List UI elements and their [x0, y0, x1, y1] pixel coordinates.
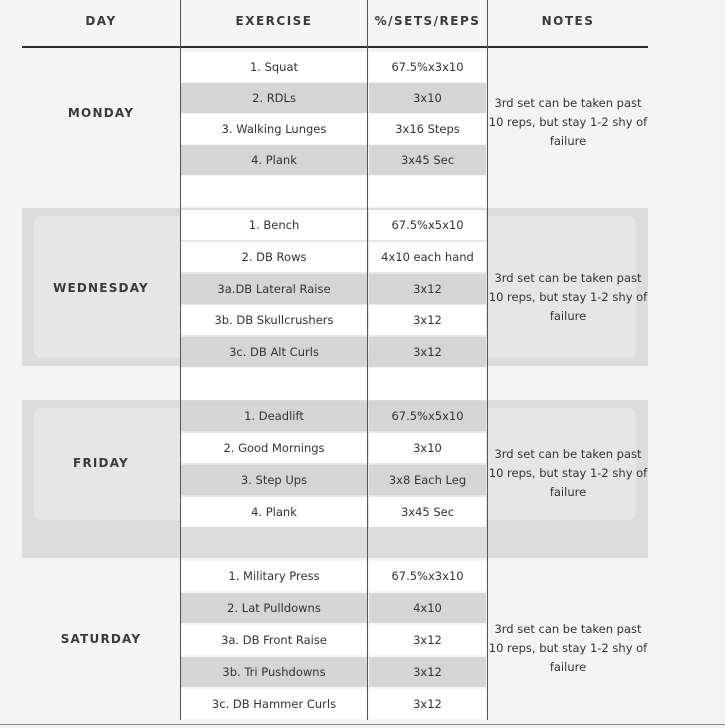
page-bottom-edge — [0, 724, 725, 725]
exercise-cell: 2. DB Rows — [181, 242, 367, 272]
sets-reps-cell: 3x12 — [369, 657, 486, 687]
sets-reps-cell: 3x45 Sec — [369, 145, 486, 175]
sets-reps-cell: 67.5%x5x10 — [369, 210, 486, 240]
sets-reps-cell: 3x12 — [369, 305, 486, 335]
exercise-cell: 1. Bench — [181, 210, 367, 240]
header-day: DAY — [85, 14, 117, 28]
sets-reps-cell: 3x10 — [369, 83, 486, 113]
exercise-cell: 3a. DB Front Raise — [181, 625, 367, 655]
sets-reps-cell: 4x10 — [369, 593, 486, 623]
exercise-cell: 1. Deadlift — [181, 401, 367, 431]
exercise-cell: 3c. DB Hammer Curls — [181, 689, 367, 719]
spacer-cell — [369, 176, 486, 206]
exercise-cell: 3a.DB Lateral Raise — [181, 274, 367, 304]
spacer-cell — [181, 368, 367, 400]
spacer-cell — [369, 368, 486, 400]
sets-reps-cell: 3x12 — [369, 337, 486, 367]
note-wednesday: 3rd set can be taken past 10 reps, but stay 1-2 shy of failure — [488, 271, 648, 323]
sets-reps-cell: 67.5%x3x10 — [369, 52, 486, 82]
exercise-cell: 1. Squat — [181, 52, 367, 82]
exercise-cell: 4. Plank — [181, 145, 367, 175]
column-divider — [367, 0, 368, 720]
sets-reps-cell: 3x12 — [369, 274, 486, 304]
note-monday: 3rd set can be taken past 10 reps, but stay 1-2 shy of failure — [488, 96, 648, 148]
exercise-cell: 1. Military Press — [181, 561, 367, 591]
sets-reps-cell: 3x45 Sec — [369, 497, 486, 527]
column-divider — [487, 0, 488, 720]
exercise-cell: 4. Plank — [181, 497, 367, 527]
exercise-cell: 2. Good Mornings — [181, 433, 367, 463]
day-label-monday: MONDAY — [67, 106, 135, 120]
spacer-cell — [181, 176, 367, 206]
sets-reps-cell: 3x16 Steps — [369, 114, 486, 144]
note-saturday: 3rd set can be taken past 10 reps, but stay 1-2 shy of failure — [488, 622, 648, 674]
exercise-cell: 2. Lat Pulldowns — [181, 593, 367, 623]
sets-reps-cell: 67.5%x5x10 — [369, 401, 486, 431]
header-sets-reps: %/SETS/REPS — [374, 14, 481, 28]
sets-reps-cell: 3x12 — [369, 689, 486, 719]
note-friday: 3rd set can be taken past 10 reps, but stay 1-2 shy of failure — [488, 447, 648, 499]
exercise-cell: 3. Walking Lunges — [181, 114, 367, 144]
sets-reps-cell: 4x10 each hand — [369, 242, 486, 272]
day-label-wednesday: WEDNESDAY — [53, 281, 149, 295]
header-notes: NOTES — [541, 14, 595, 28]
column-divider — [180, 0, 181, 720]
header-exercise: EXERCISE — [235, 14, 313, 28]
exercise-cell: 3c. DB Alt Curls — [181, 337, 367, 367]
exercise-cell: 3b. DB Skullcrushers — [181, 305, 367, 335]
sets-reps-cell: 3x12 — [369, 625, 486, 655]
exercise-cell: 2. RDLs — [181, 83, 367, 113]
exercise-cell: 3. Step Ups — [181, 465, 367, 495]
day-label-saturday: SATURDAY — [60, 632, 142, 646]
sets-reps-cell: 3x10 — [369, 433, 486, 463]
sets-reps-cell: 67.5%x3x10 — [369, 561, 486, 591]
sets-reps-cell: 3x8 Each Leg — [369, 465, 486, 495]
header-divider — [22, 46, 648, 48]
exercise-cell: 3b. Tri Pushdowns — [181, 657, 367, 687]
day-label-friday: FRIDAY — [73, 456, 129, 470]
